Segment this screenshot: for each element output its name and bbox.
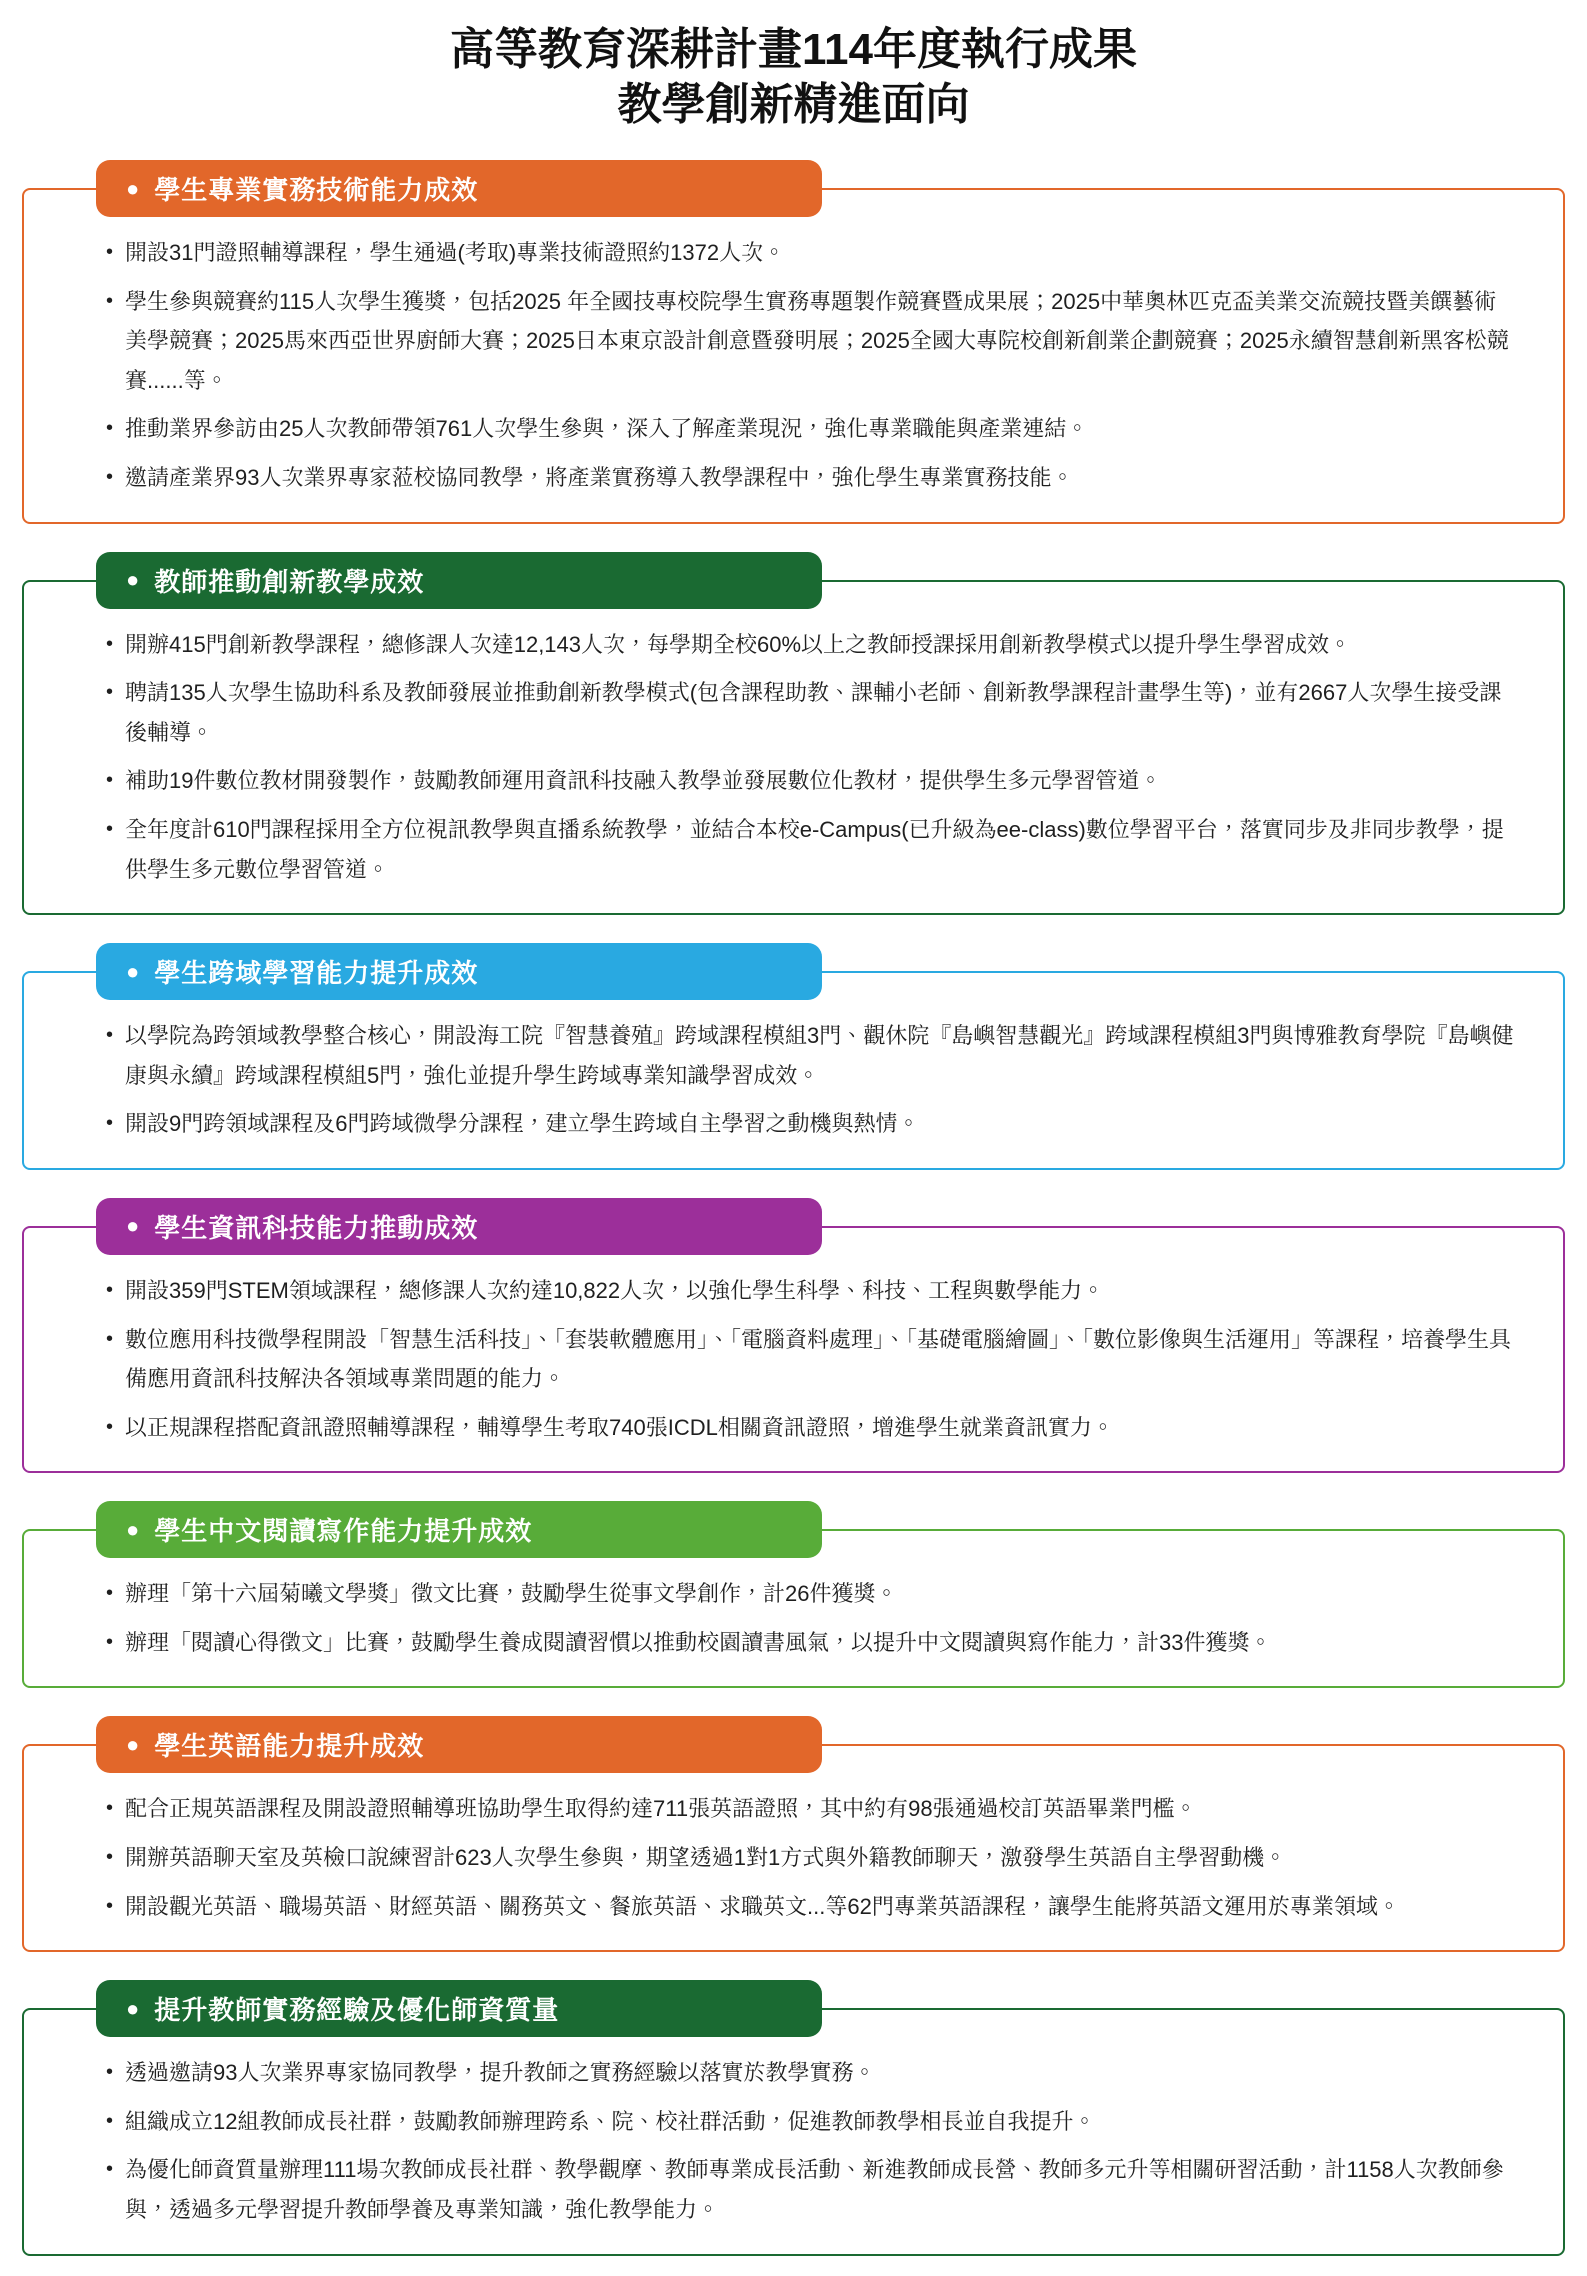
section-teacher-practical-experience xyxy=(22,1995,1565,2255)
bullet-dot-icon: • xyxy=(106,241,114,263)
section-heading: 學生資訊科技能力推動成效 xyxy=(154,1212,479,1243)
section-heading: 提升教師實務經驗及優化師資質量 xyxy=(154,1995,560,2026)
bullet-text: 數位應用科技微學程開設「智慧生活科技」、「套裝軟體應用」、「電腦資料處理」、「基礎電腦繪圖」、「數位影像與生活運用」等課程，培養學生具備應用資訊科技解決各領域專業問題的能力。 xyxy=(125,1326,1512,1392)
section-header xyxy=(96,1716,822,1773)
bullet-list xyxy=(24,1773,1563,1950)
bullet-item xyxy=(106,2102,1517,2142)
bullet-dot-icon: • xyxy=(106,2109,114,2132)
section-dot-icon: ● xyxy=(126,958,141,984)
bullet-item xyxy=(106,1574,1517,1614)
bullet-item xyxy=(106,1887,1517,1927)
bullet-dot-icon: • xyxy=(106,1278,114,1301)
bullet-item xyxy=(106,1271,1517,1311)
section-dot-icon: ● xyxy=(126,1213,141,1239)
bullet-list xyxy=(24,217,1563,522)
bullet-item xyxy=(106,1838,1517,1878)
bullet-dot-icon: • xyxy=(106,1112,114,1135)
bullet-text: 開設31門證照輔導課程，學生通過(考取)專業技術證照約1372人次。 xyxy=(125,240,786,265)
bullet-text: 辦理「閱讀心得徵文」比賽，鼓勵學生養成閱讀習慣以推動校園讀書風氣，以提升中文閱讀與寫作能力，計33件獲獎。 xyxy=(125,1629,1272,1655)
section-header xyxy=(96,1198,822,1255)
bullet-text: 開設觀光英語、職場英語、財經英語、關務英文、餐旅英語、求職英文...等62門專業英語課程，讓學生能將英語文運用於專業領域。 xyxy=(125,1893,1400,1919)
bullet-item xyxy=(106,458,1517,498)
bullet-dot-icon: • xyxy=(106,1894,114,1917)
bullet-dot-icon: • xyxy=(106,681,114,704)
bullet-item xyxy=(106,761,1517,801)
bullet-dot-icon: • xyxy=(106,289,114,312)
bullet-item xyxy=(106,1104,1517,1144)
section-heading: 學生專業實務技術能力成效 xyxy=(154,175,479,205)
bullet-dot-icon: • xyxy=(106,1024,114,1047)
bullet-text: 透過邀請93人次業界專家協同教學，提升教師之實務經驗以落實於教學實務。 xyxy=(125,2060,876,2086)
bullet-dot-icon: • xyxy=(106,1415,114,1438)
bullet-text: 以正規課程搭配資訊證照輔導課程，輔導學生考取740張ICDL相關資訊證照，增進學生就業資訊實力。 xyxy=(125,1414,1114,1440)
bullet-list xyxy=(24,2037,1563,2253)
bullet-dot-icon: • xyxy=(106,769,114,792)
bullet-item xyxy=(106,673,1517,752)
bullet-dot-icon: • xyxy=(106,1630,114,1653)
bullet-text: 補助19件數位教材開發製作，鼓勵教師運用資訊科技融入教學並發展數位化教材，提供學生多元學習管道。 xyxy=(125,768,1162,794)
bullet-text: 開辦415門創新教學課程，總修課人次達12,143人次，每學期全校60%以上之教師授課採用創新教學模式以提升學生學習成效。 xyxy=(125,631,1352,657)
bullet-dot-icon: • xyxy=(106,1797,114,1820)
bullet-text: 邀請產業界93人次業界專家蒞校協同教學，將產業實務導入教學課程中，強化學生專業實務技能。 xyxy=(125,464,1074,490)
bullet-item xyxy=(106,810,1517,889)
bullet-item xyxy=(106,2150,1517,2229)
section-english-ability xyxy=(22,1731,1565,1952)
bullet-item xyxy=(106,2053,1517,2093)
bullet-item xyxy=(106,1016,1517,1095)
page-title-line1: 高等教育深耕計畫114年度執行成果 xyxy=(450,25,1137,74)
bullet-dot-icon: • xyxy=(106,2158,114,2181)
bullet-dot-icon: • xyxy=(106,1327,114,1350)
bullet-list xyxy=(24,1000,1563,1168)
bullet-text: 全年度計610門課程採用全方位視訊教學與直播系統教學，並結合本校e-Campus(已升級為ee-class)數位學習平台，落實同步及非同步教學，提供學生多元數位學習管道。 xyxy=(125,816,1504,882)
bullet-list xyxy=(24,1558,1563,1686)
section-dot-icon: ● xyxy=(126,175,141,201)
bullet-list xyxy=(24,609,1563,914)
bullet-list xyxy=(24,1255,1563,1471)
bullet-text: 推動業界參訪由25人次教師帶領761人次學生參與，深入了解產業現況，強化專業職能與產業連結。 xyxy=(125,416,1089,442)
bullet-item xyxy=(106,1408,1517,1448)
bullet-dot-icon: • xyxy=(106,417,114,440)
section-heading: 學生英語能力提升成效 xyxy=(154,1731,425,1762)
bullet-text: 學生參與競賽約115人次學生獲獎，包括2025 年全國技專校院學生實務專題製作競賽暨成果展；2025中華奧林匹克盃美業交流競技暨美饌藝術美學競賽；2025馬來西亞世界廚師大賽；2025日本東京設計創意暨發明展；2025全國大專院校創新創業企劃競賽；2025永續智慧創新黑客松競賽......等。 xyxy=(125,288,1509,393)
section-header xyxy=(96,552,822,609)
section-header xyxy=(96,1501,822,1558)
bullet-dot-icon: • xyxy=(106,1582,114,1605)
section-header xyxy=(96,1980,822,2037)
bullet-text: 組織成立12組教師成長社群，鼓勵教師辦理跨系、院、校社群活動，促進教師教學相長並自我提升。 xyxy=(125,2108,1096,2134)
bullet-text: 為優化師資質量辦理111場次教師成長社群、教學觀摩、教師專業成長活動、新進教師成長營、教師多元升等相關研習活動，計1158人次教師參與，透過多元學習提升教師學養及專業知識，強化教學能力。 xyxy=(125,2157,1504,2223)
bullet-text: 配合正規英語課程及開設證照輔導班協助學生取得約達711張英語證照，其中約有98張通過校訂英語畢業門檻。 xyxy=(125,1796,1197,1822)
section-dot-icon: ● xyxy=(126,1731,141,1757)
page-title xyxy=(0,0,1587,132)
bullet-item xyxy=(106,409,1517,449)
bullet-item xyxy=(106,233,1517,273)
bullet-dot-icon: • xyxy=(106,465,114,488)
bullet-dot-icon: • xyxy=(106,817,114,840)
section-information-technology xyxy=(22,1212,1565,1473)
section-dot-icon: ● xyxy=(126,1516,141,1542)
section-chinese-reading-writing xyxy=(22,1516,1565,1688)
section-heading: 教師推動創新教學成效 xyxy=(154,566,425,597)
bullet-text: 開設9門跨領域課程及6門跨域微學分課程，建立學生跨域自主學習之動機與熱情。 xyxy=(125,1111,920,1137)
bullet-dot-icon: • xyxy=(106,632,114,655)
bullet-item xyxy=(106,1789,1517,1829)
page-title-line2: 教學創新精進面向 xyxy=(617,80,970,129)
bullet-item xyxy=(106,1320,1517,1399)
bullet-text: 辦理「第十六屆菊曦文學獎」徵文比賽，鼓勵學生從事文學創作，計26件獲獎。 xyxy=(125,1581,898,1607)
bullet-item xyxy=(106,625,1517,665)
bullet-text: 開設359門STEM領域課程，總修課人次約達10,822人次，以強化學生科學、科技、工程與數學能力。 xyxy=(125,1277,1105,1303)
bullet-item xyxy=(106,1623,1517,1663)
bullet-dot-icon: • xyxy=(106,2061,114,2084)
bullet-text: 以學院為跨領域教學整合核心，開設海工院『智慧養殖』跨域課程模組3門、觀休院『島嶼智慧觀光』跨域課程模組3門與博雅教育學院『島嶼健康與永續』跨域課程模組5門，強化並提升學生跨域專業知識學習成效。 xyxy=(125,1023,1514,1088)
bullet-dot-icon: • xyxy=(106,1846,114,1869)
section-teacher-innovative-teaching xyxy=(22,566,1565,916)
section-dot-icon: ● xyxy=(126,567,141,593)
section-cross-domain-learning xyxy=(22,958,1565,1170)
section-header xyxy=(96,943,822,1000)
bullet-item xyxy=(106,282,1517,401)
section-student-professional-skills xyxy=(22,175,1565,524)
section-heading: 學生中文閱讀寫作能力提升成效 xyxy=(154,1516,533,1547)
section-dot-icon: ● xyxy=(126,1995,141,2021)
section-header xyxy=(96,160,822,217)
bullet-text: 聘請135人次學生協助科系及教師發展並推動創新教學模式(包含課程助教、課輔小老師、創新教學課程計畫學生等)，並有2667人次學生接受課後輔導。 xyxy=(125,680,1502,745)
bullet-text: 開辦英語聊天室及英檢口說練習計623人次學生參與，期望透過1對1方式與外籍教師聊天，激發學生英語自主學習動機。 xyxy=(125,1845,1287,1871)
section-heading: 學生跨域學習能力提升成效 xyxy=(154,958,479,989)
